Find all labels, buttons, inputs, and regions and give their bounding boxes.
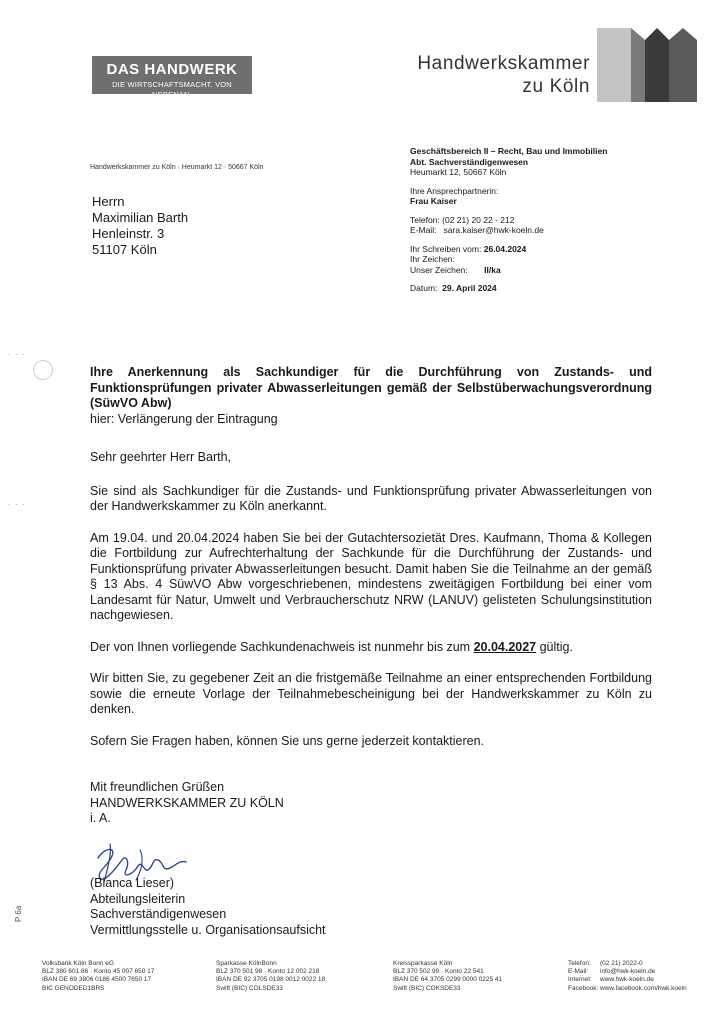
punch-hole-mark: [33, 360, 53, 380]
date-line: [410, 283, 690, 294]
footer-bank-3-iban: IBAN DE 64 3705 0299 0000 0225 41: [393, 976, 503, 984]
fold-mark: · · ·: [8, 500, 26, 509]
paragraph-1: Sie sind als Sachkundiger für die Zustands- und Funktionsprüfung privater Abwasserleitungen von der Handwerkskammer zu Köln anerkannt.: [90, 483, 652, 513]
your-ref-label: Ihr Zeichen:: [410, 254, 455, 264]
footer-bank-3: [393, 960, 502, 993]
logo-title: DAS HANDWERK: [106, 61, 238, 78]
our-ref-line: [410, 265, 690, 276]
hwk-emblem-icon: [597, 28, 697, 102]
paragraph-3-before: Der von Ihnen vorliegende Sachkundenachweis ist nunmehr bis zum: [90, 639, 474, 654]
paragraph-3: [90, 640, 652, 656]
paragraph-2: Am 19.04. und 20.04.2024 haben Sie bei der Gutachtersozietät Dres. Kaufmann, Thoma & Kollegen die Fortbildung zur Aufrechterhaltung der Sachkunde für die Durchführung der Zustands- und Funktionsprüfung privater Abwasserleitungen besucht. Damit haben Sie die Teilnahme an der gemäß § 13 Abs. 4 SüwVO Abw vorgeschriebenen, mindestens zweitägigen Fortbildung bei einer vom Landesamt für Natur, Umwelt und Verbraucherschutz NRW (LANUV) gelisteten Schulungsinstitution nachgewiesen.: [90, 530, 652, 622]
closing-organization: HANDWERKSKAMMER ZU KÖLN: [90, 795, 284, 810]
footer-bank-1-bic: BIC GENODED1BRS: [42, 984, 105, 992]
date-value: 29. April 2024: [442, 283, 497, 293]
paragraph-5: Sofern Sie Fragen haben, können Sie uns gerne jederzeit kontaktieren.: [90, 733, 485, 748]
footer-facebook-value[interactable]: www.facebook.com/hwk.koeln: [600, 984, 687, 992]
footer-bank-2-bic: Swift (BIC) COLSDE33: [216, 984, 283, 992]
division: Abt. Sachverständigenwesen: [410, 156, 529, 167]
signer-block: [90, 876, 326, 938]
signer-unit: Vermittlungsstelle u. Organisationsaufsicht: [90, 922, 326, 937]
info-block: [410, 146, 690, 294]
fold-mark: · · ·: [8, 350, 26, 359]
organization-title-line2: zu Köln: [522, 76, 590, 97]
footer-internet-label: Internet:: [568, 976, 592, 984]
footer-phone-value: (02 21) 2022-0: [600, 960, 643, 967]
page-reference: P 6a: [14, 905, 23, 922]
department: Geschäftsbereich II – Recht, Bau und Immobilien: [410, 146, 608, 156]
contact-label: Ihre Ansprechpartnerin:: [410, 185, 499, 196]
paragraph-4: Wir bitten Sie, zu gegebener Zeit an die fristgemäße Teilnahme an einer entsprechenden Fortbildung sowie die erneute Vorlage der Teilnahmebescheinigung bei der Handwerkskammer zu Köln zu denken.: [90, 671, 652, 716]
footer-bank-2-iban: IBAN DE 92 3705 0198 0012 0022 18: [216, 976, 326, 984]
letter-date-label: Ihr Schreiben vom:: [410, 243, 482, 254]
closing-block: [90, 780, 284, 827]
subject: Ihre Anerkennung als Sachkundiger für die Durchführung von Zustands- und Funktionsprüfungen privater Abwasserleitungen gemäß der Selbstüberwachungsverordnung (SüwVO Abw): [90, 365, 652, 410]
signer-name: (Bianca Lieser): [90, 876, 175, 890]
closing-greeting: Mit freundlichen Grüßen: [90, 780, 225, 794]
footer-bank-1-name: Volksbank Köln Bonn eG: [42, 960, 114, 967]
office-address: Heumarkt 12, 50667 Köln: [410, 167, 507, 177]
email-label: E-Mail:: [410, 225, 437, 235]
footer-bank-3-account: BLZ 370 502 99 · Konto 22 541: [393, 968, 484, 976]
phone-value: (02 21) 20 22 - 212: [442, 214, 515, 225]
footer-contact-row: [568, 960, 687, 968]
greeting: Sehr geehrter Herr Barth,: [90, 450, 232, 464]
paragraph-3-after: gültig.: [536, 639, 573, 654]
organization-title-line1: Handwerkskammer: [417, 53, 590, 74]
footer-contact: [568, 960, 687, 993]
footer-contact-row: [568, 976, 687, 984]
footer-bank-1-iban: IBAN DE 69 3806 0186 4500 7650 17: [42, 976, 152, 984]
footer-bank-2-account: BLZ 370 501 98 · Konto 12 002 218: [216, 968, 320, 976]
letter-body: [90, 365, 652, 749]
footer-contact-row: [568, 968, 687, 976]
recipient-street: Henleinstr. 3: [92, 226, 165, 241]
letter-date-value: 26.04.2024: [483, 243, 527, 254]
footer-bank-3-name: Kreissparkasse Köln: [393, 960, 453, 967]
footer-bank-3-bic: Swift (BIC) COKSDE33: [393, 984, 461, 992]
footer-bank-1: [42, 960, 154, 993]
validity-date: 20.04.2027: [473, 639, 537, 654]
our-ref-value: II/ka: [484, 264, 501, 275]
email-line: [410, 225, 690, 236]
logo-subtitle: DIE WIRTSCHAFTSMACHT. VON NEBENAN.: [112, 80, 232, 99]
signer-title: Abteilungsleiterin: [90, 891, 186, 906]
footer-phone-label: Telefon:: [568, 960, 591, 967]
recipient-address: [92, 194, 188, 258]
footer-bank-1-account: BLZ 380 601 86 · Konto 45 007 650 17: [42, 968, 155, 976]
footer-internet-value[interactable]: www.hwk-koeln.de: [600, 976, 654, 984]
das-handwerk-logo: [92, 56, 252, 99]
footer-email-label: E-Mail:: [568, 968, 589, 976]
footer-contact-row: [568, 985, 687, 993]
our-ref-label: Unser Zeichen:: [410, 264, 468, 275]
phone-line: [410, 215, 690, 226]
date-label: Datum:: [410, 283, 438, 293]
recipient-city: 51107 Köln: [92, 242, 157, 257]
letter-date-line: [410, 244, 690, 255]
sender-address-line: Handwerkskammer zu Köln · Heumarkt 12 · 50667 Köln: [90, 164, 264, 171]
signer-department: Sachverständigenwesen: [90, 907, 227, 921]
closing-ia: i. A.: [90, 811, 111, 825]
email-value[interactable]: sara.kaiser@hwk-koeln.de: [443, 225, 544, 235]
contact-name: Frau Kaiser: [410, 196, 457, 206]
recipient-name: Maximilian Barth: [92, 210, 189, 225]
footer-bank-2: [216, 960, 325, 993]
footer-email-value[interactable]: info@hwk-koeln.de: [600, 968, 656, 976]
subject-sub: hier: Verlängerung der Eintragung: [90, 411, 278, 426]
footer-facebook-label: Facebook:: [568, 984, 599, 992]
recipient-salutation: Herrn: [92, 194, 125, 209]
phone-label: Telefon:: [410, 214, 440, 225]
organization-title: [396, 52, 590, 98]
footer-bank-2-name: Sparkasse KölnBonn: [216, 960, 277, 967]
